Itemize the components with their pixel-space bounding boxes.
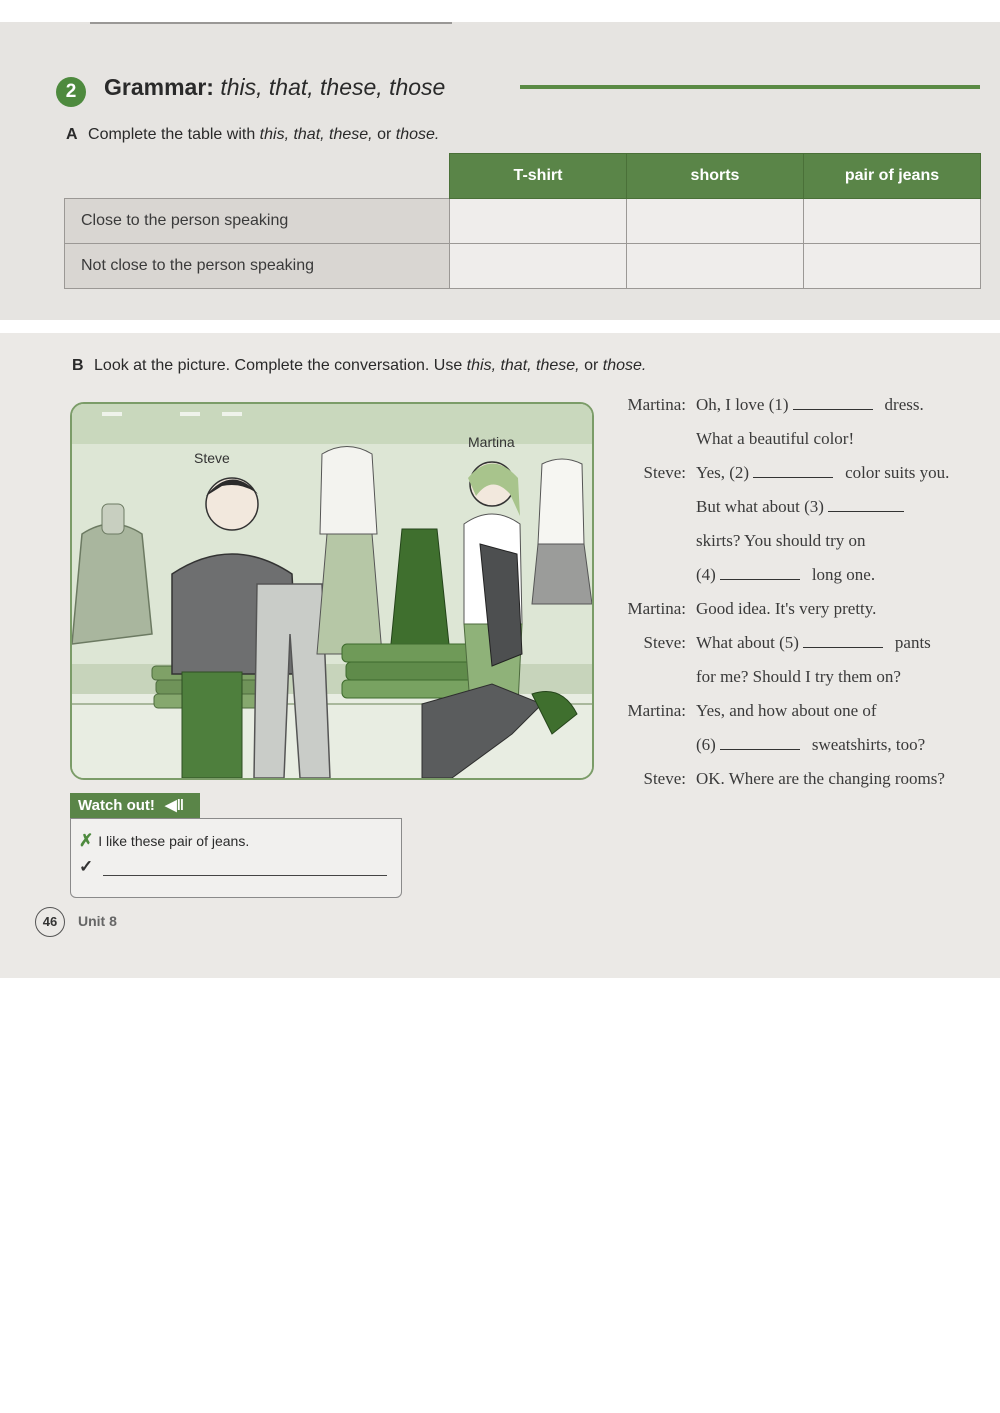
watch-out-tag — [70, 793, 200, 819]
column-header: T-shirt — [450, 154, 627, 199]
speaker: Steve: — [643, 633, 686, 652]
instruction-b-words: this, that, these, — [466, 357, 580, 374]
answer-blank-3[interactable] — [828, 497, 904, 512]
line-text: OK. Where are the changing rooms? — [696, 769, 945, 788]
table-header-row — [65, 154, 981, 199]
instruction-a-or: or — [377, 126, 392, 143]
instruction-a-last: those. — [395, 126, 440, 143]
wrong-example — [79, 831, 249, 851]
line-text: skirts? You should try on — [696, 531, 866, 550]
line-text: Yes, (2) — [696, 463, 750, 482]
wrong-example-text: I like these pair of jeans. — [98, 833, 250, 849]
grammar-title-bold: Grammar: — [104, 74, 214, 100]
row-label: Not close to the person speaking — [65, 244, 450, 289]
grammar-title-italic: this, that, these, those — [220, 74, 446, 100]
line-text: Good idea. It's very pretty. — [696, 599, 877, 618]
table-corner — [65, 154, 450, 199]
page-number: 46 — [35, 907, 65, 937]
instruction-a-letter: A — [66, 126, 78, 143]
instruction-b — [72, 357, 646, 375]
line-text: But what about (3) — [696, 497, 824, 516]
speaker: Steve: — [643, 769, 686, 788]
shop-illustration — [70, 402, 594, 780]
row-label: Close to the person speaking — [65, 199, 450, 244]
line-text: (6) — [696, 735, 716, 754]
line-text-after: dress. — [884, 395, 924, 414]
unit-label: Unit 8 — [78, 913, 117, 929]
speaker: Martina: — [627, 701, 686, 720]
line-text: for me? Should I try them on? — [696, 667, 901, 686]
correct-answer-field[interactable] — [103, 875, 387, 876]
table-row — [65, 199, 981, 244]
line-text: What about (5) — [696, 633, 799, 652]
watch-out-title: Watch out! — [78, 797, 155, 814]
line-text: (4) — [696, 565, 716, 584]
column-header: pair of jeans — [804, 154, 981, 199]
check-icon: ✓ — [79, 857, 94, 876]
line-text-after: color suits you. — [845, 463, 950, 482]
line-text: Oh, I love (1) — [696, 395, 789, 414]
answer-blank-4[interactable] — [720, 565, 800, 580]
instruction-b-or: or — [584, 357, 599, 374]
answer-blank-1[interactable] — [793, 395, 873, 410]
title-rule — [520, 85, 980, 89]
arrow-left-icon: ◀‖ — [165, 797, 185, 814]
line-text-after: long one. — [811, 565, 876, 584]
instruction-a-words: this, that, these, — [259, 126, 373, 143]
instruction-b-last: those. — [602, 357, 647, 374]
line-text-after: sweatshirts, too? — [811, 735, 926, 754]
shop-scene-drawing — [72, 404, 592, 778]
top-rule — [90, 22, 452, 24]
speaker: Martina: — [627, 599, 686, 618]
answer-blank-6[interactable] — [720, 735, 800, 750]
instruction-b-letter: B — [72, 357, 84, 374]
answer-cell[interactable] — [804, 244, 981, 289]
table-row — [65, 244, 981, 289]
line-text: Yes, and how about one of — [696, 701, 877, 720]
picture-label-steve: Steve — [194, 450, 230, 466]
cross-icon: ✗ — [79, 831, 94, 850]
demonstratives-table — [64, 153, 981, 289]
answer-cell[interactable] — [804, 199, 981, 244]
answer-blank-2[interactable] — [753, 463, 833, 478]
answer-cell[interactable] — [450, 199, 627, 244]
correct-example — [79, 857, 389, 877]
exercise-number-badge: 2 — [56, 77, 86, 107]
speaker: Steve: — [643, 463, 686, 482]
speaker: Martina: — [627, 395, 686, 414]
column-header: shorts — [627, 154, 804, 199]
watch-out-box — [70, 818, 402, 898]
instruction-b-text: Look at the picture. Complete the conversation. Use — [94, 357, 463, 374]
grammar-title — [104, 74, 445, 101]
line-text: What a beautiful color! — [696, 429, 855, 448]
line-text-after: pants — [894, 633, 931, 652]
answer-cell[interactable] — [627, 244, 804, 289]
instruction-a-text: Complete the table with — [88, 126, 256, 143]
answer-cell[interactable] — [450, 244, 627, 289]
answer-cell[interactable] — [627, 199, 804, 244]
instruction-a — [66, 126, 439, 144]
answer-blank-5[interactable] — [803, 633, 883, 648]
picture-label-martina: Martina — [468, 434, 515, 450]
